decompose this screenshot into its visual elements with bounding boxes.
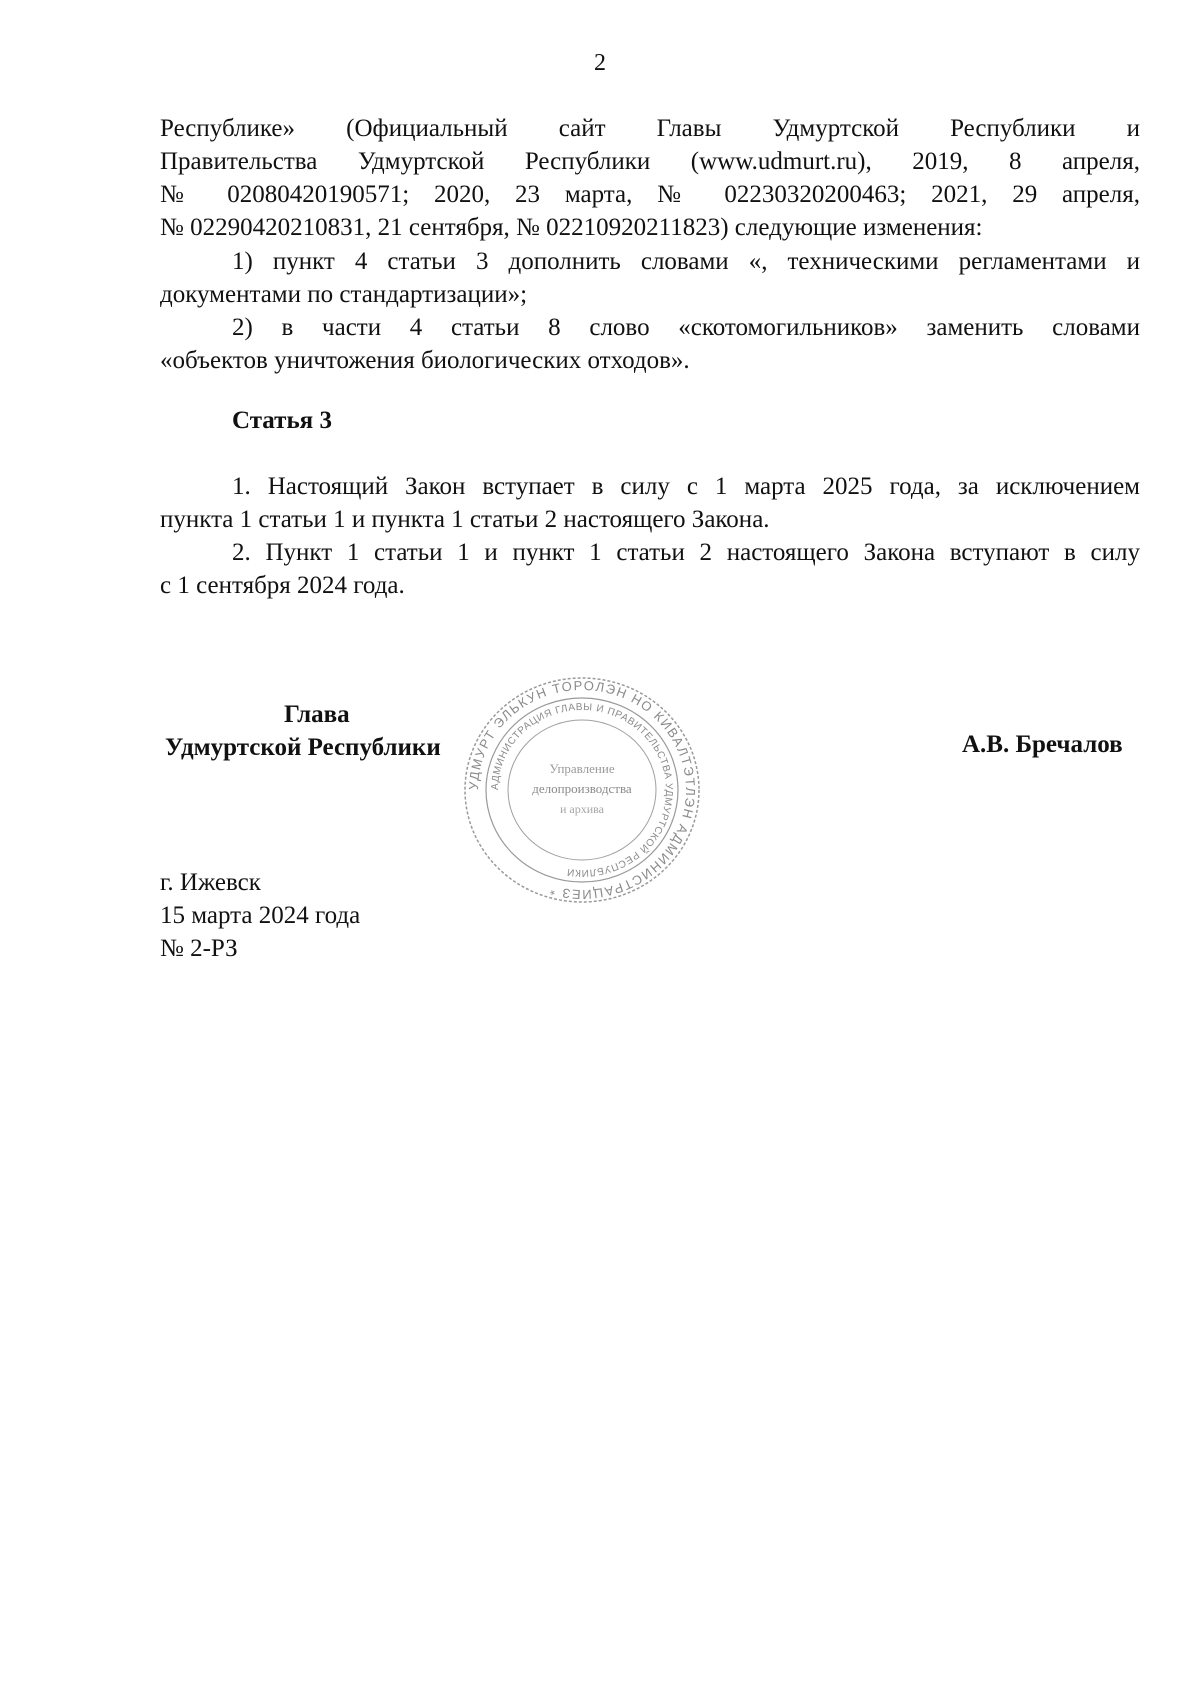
signature-title-line-1: Глава — [284, 701, 350, 728]
amendment-item-2 — [160, 311, 1140, 377]
page-number: 2 — [594, 50, 606, 76]
text-line: с 1 сентября 2024 года. — [160, 572, 405, 599]
law-date: 15 марта 2024 года — [160, 902, 361, 929]
text-line: пункта 1 статьи 1 и пункта 1 статьи 2 настоящего Закона. — [160, 506, 770, 533]
place-date-block — [160, 866, 360, 965]
text-line: № 02290420210831, 21 сентября, № 02210920211823) следующие изменения: — [160, 214, 983, 241]
article-3-paragraph-2 — [160, 536, 1140, 602]
signer-name: А.В. Бречалов — [962, 731, 1123, 758]
text-line: документами по стандартизации»; — [160, 281, 528, 308]
text-line: 2) в части 4 статьи 8 слово «скотомогильников» заменить словами — [232, 314, 1140, 341]
article-heading: Статья 3 — [232, 407, 332, 434]
seal-center-line-3: и архива — [559, 802, 605, 816]
seal-center-line-1: Управление — [549, 761, 615, 776]
seal-outer-text-path: УДМУРТ ЭЛЬКУН ТОРОЛЭН НО КИВАЛТЭТЛЭН АДМИНИСТРАЦИЕЗ * — [465, 677, 699, 903]
seal-inner-text-path: АДМИНИСТРАЦИЯ ГЛАВЫ И ПРАВИТЕЛЬСТВА УДМУРТСКОЙ РЕСПУБЛИКИ — [489, 701, 675, 879]
signature-title-line-2: Удмуртской Республики — [165, 734, 441, 761]
city: г. Ижевск — [160, 869, 261, 896]
law-number: № 2-РЗ — [160, 935, 238, 962]
amendment-item-1 — [160, 245, 1140, 311]
text-line: 1. Настоящий Закон вступает в силу с 1 марта 2025 года, за исключением — [232, 473, 1140, 500]
article-3-paragraph-1 — [160, 470, 1140, 536]
official-seal — [462, 675, 702, 905]
text-line: Республике» (Официальный сайт Главы Удмуртской Республики и — [160, 115, 1140, 142]
text-line: 1) пункт 4 статьи 3 дополнить словами «, техническими регламентами и — [232, 248, 1140, 275]
text-line: 2. Пункт 1 статьи 1 и пункт 1 статьи 2 настоящего Закона вступают в силу — [232, 539, 1140, 566]
text-line: «объектов уничтожения биологических отходов». — [160, 347, 690, 374]
seal-center-line-2: делопроизводства — [532, 781, 632, 796]
amendment-intro-paragraph — [160, 112, 1140, 244]
text-line: Правительства Удмуртской Республики (www.udmurt.ru), 2019, 8 апреля, — [160, 148, 1140, 175]
text-line: № 02080420190571; 2020, 23 марта, № 02230320200463; 2021, 29 апреля, — [160, 181, 1140, 208]
